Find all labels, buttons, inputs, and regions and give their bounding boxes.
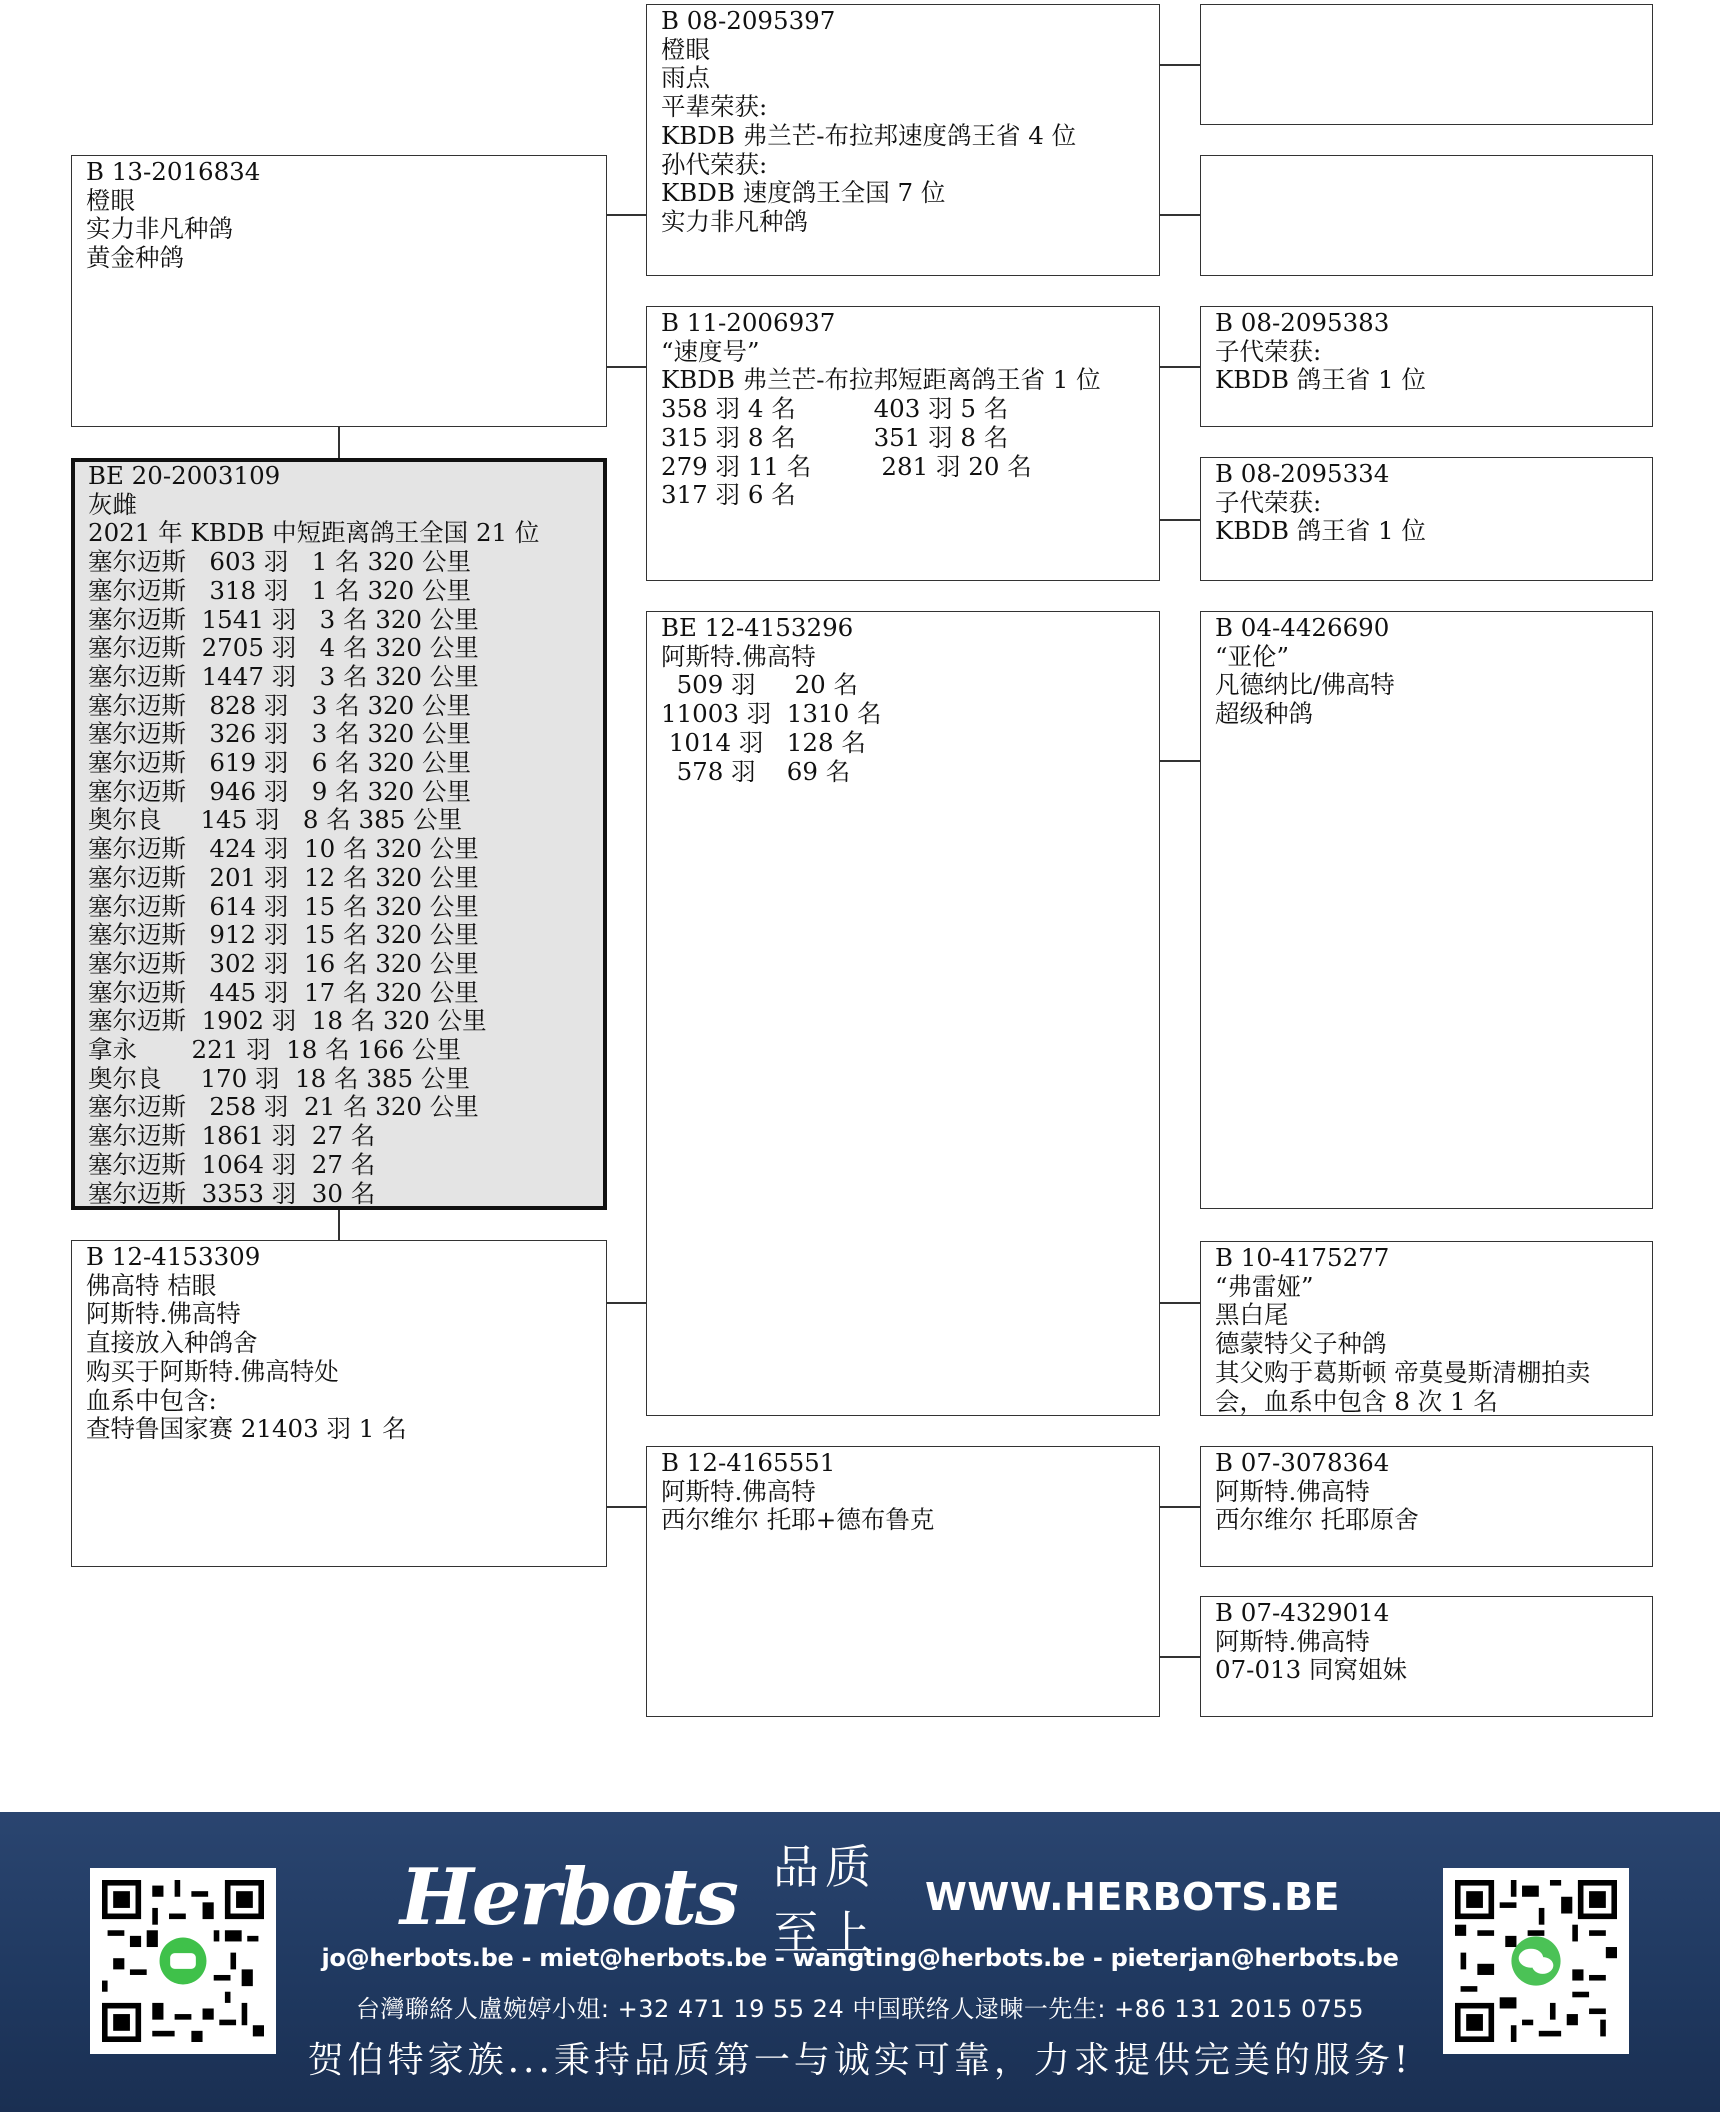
pedigree-text-line: 07-013 同窝姐妹 — [1215, 1655, 1408, 1685]
pedigree-text-line: 佛高特 桔眼 — [86, 1270, 217, 1300]
pedigree-text-line: 黄金种鸽 — [86, 243, 184, 273]
wechat-qr-code[interactable] — [1443, 1868, 1629, 2054]
pedigree-text-line: 血系中包含: — [86, 1385, 217, 1415]
pedigree-text-line: 凡德纳比/佛高特 — [1215, 670, 1395, 700]
pedigree-text-line: 平辈荣获: — [661, 92, 768, 122]
ddd-box — [1200, 1596, 1653, 1717]
dam-sire-box — [646, 611, 1160, 1416]
pedigree-text-line: 塞尔迈斯 318 羽 1 名 320 公里 — [88, 575, 471, 605]
ring-number: B 10-4175277 — [1215, 1243, 1390, 1272]
pedigree-text-line: 塞尔迈斯 828 羽 3 名 320 公里 — [88, 690, 471, 720]
qr-code-image — [1455, 1880, 1617, 2042]
pedigree-text-line: 塞尔迈斯 445 羽 17 名 320 公里 — [88, 977, 479, 1007]
pedigree-text-line: “亚伦” — [1215, 641, 1290, 671]
connector — [1160, 1656, 1200, 1658]
company-motto: 贺伯特家族...秉持品质第一与诚实可靠，力求提供完美的服务! — [307, 2040, 1413, 2081]
pedigree-text-line: 阿斯特.佛高特 — [86, 1299, 241, 1329]
pedigree-text-line: 实力非凡种鸽 — [661, 206, 808, 236]
pedigree-text-line: 塞尔迈斯 302 羽 16 名 320 公里 — [88, 948, 479, 978]
pedigree-text-line: 塞尔迈斯 946 羽 9 名 320 公里 — [88, 776, 471, 806]
ring-number: B 07-3078364 — [1215, 1448, 1390, 1477]
pedigree-text-line: 购买于阿斯特.佛高特处 — [86, 1356, 339, 1386]
pedigree-text-line: 阿斯特.佛高特 — [1215, 1626, 1370, 1656]
ssd-box — [1200, 155, 1653, 276]
pedigree-text-line: 灰雌 — [88, 489, 137, 519]
sss-box — [1200, 4, 1653, 125]
pedigree-text-line: 279 羽 11 名 281 羽 20 名 — [661, 451, 1032, 481]
line-qr-code[interactable] — [90, 1868, 276, 2054]
ring-number: B 08-2095383 — [1215, 308, 1390, 337]
dss-box — [1200, 611, 1653, 1209]
herbots-logo: Herbots — [400, 1851, 737, 1943]
contact-emails[interactable]: jo@herbots.be - miet@herbots.be - wangting@herbots.be - pieterjan@herbots.be — [321, 1944, 1399, 1972]
pedigree-text-line: KBDB 速度鸽王全国 7 位 — [661, 178, 946, 208]
pedigree-text-line: 509 羽 20 名 — [661, 670, 859, 700]
subject-box — [71, 458, 607, 1210]
pedigree-text-line: 奥尔良 170 羽 18 名 385 公里 — [88, 1063, 470, 1093]
qr-code-image — [102, 1880, 264, 2042]
pedigree-text-line: 西尔维尔 托耶+德布鲁克 — [661, 1505, 935, 1535]
pedigree-text-line: 塞尔迈斯 1541 羽 3 名 320 公里 — [88, 604, 479, 634]
pedigree-text-line: KBDB 弗兰芒-布拉邦短距离鸽王省 1 位 — [661, 365, 1101, 395]
pedigree-text-line: 塞尔迈斯 424 羽 10 名 320 公里 — [88, 834, 479, 864]
connector — [1160, 214, 1200, 216]
dsd-box — [1200, 1241, 1653, 1416]
pedigree-text-line: 孙代荣获: — [661, 149, 768, 179]
pedigree-text-line: 2021 年 KBDB 中短距离鸽王全国 21 位 — [88, 518, 540, 548]
ring-number: BE 20-2003109 — [88, 461, 281, 490]
pedigree-text-line: 塞尔迈斯 1447 羽 3 名 320 公里 — [88, 661, 479, 691]
pedigree-text-line: KBDB 鸽王省 1 位 — [1215, 365, 1426, 395]
connector — [1160, 1506, 1200, 1508]
pedigree-text-line: 塞尔迈斯 1902 羽 18 名 320 公里 — [88, 1006, 487, 1036]
connector — [1160, 760, 1200, 762]
pedigree-text-line: 315 羽 8 名 351 羽 8 名 — [661, 422, 1009, 452]
connector — [1160, 64, 1200, 66]
ring-number: B 08-2095334 — [1215, 459, 1390, 488]
pedigree-text-line: 阿斯特.佛高特 — [661, 1476, 816, 1506]
pedigree-text-line: 查特鲁国家赛 21403 羽 1 名 — [86, 1414, 407, 1444]
pedigree-text-line: 317 羽 6 名 — [661, 480, 796, 510]
dam-box — [71, 1240, 607, 1567]
connector — [607, 214, 646, 216]
pedigree-text-line: 578 羽 69 名 — [661, 756, 851, 786]
pedigree-text-line: 塞尔迈斯 614 羽 15 名 320 公里 — [88, 891, 479, 921]
ring-number: BE 12-4153296 — [661, 613, 854, 642]
pedigree-text-line: 11003 羽 1310 名 — [661, 699, 882, 729]
ring-number: B 11-2006937 — [661, 308, 836, 337]
connector — [338, 427, 340, 458]
pedigree-text-line: 黑白尾 — [1215, 1300, 1289, 1330]
ring-number: B 08-2095397 — [661, 6, 836, 35]
dam-dam-box — [646, 1446, 1160, 1717]
contact-phones: 台灣聯絡人盧婉婷小姐: +32 471 19 55 24 中国联络人逯暕一先生: +86 131 2015 0755 — [355, 1995, 1365, 2023]
pedigree-text-line: 拿永 221 羽 18 名 166 公里 — [88, 1035, 461, 1065]
pedigree-text-line: 橙眼 — [661, 34, 710, 64]
ring-number: B 12-4165551 — [661, 1448, 836, 1477]
connector — [607, 1506, 646, 1508]
connector — [1160, 1302, 1200, 1304]
ring-number: B 12-4153309 — [86, 1242, 261, 1271]
pedigree-text-line: 西尔维尔 托耶原舍 — [1215, 1505, 1419, 1535]
pedigree-text-line: 塞尔迈斯 326 羽 3 名 320 公里 — [88, 719, 471, 749]
pedigree-text-line: KBDB 鸽王省 1 位 — [1215, 516, 1426, 546]
pedigree-text-line: 子代荣获: — [1215, 487, 1322, 517]
ring-number: B 04-4426690 — [1215, 613, 1390, 642]
sdd-box — [1200, 457, 1653, 581]
pedigree-text-line: 358 羽 4 名 403 羽 5 名 — [661, 394, 1009, 424]
brand-slogan: 品质至上 — [772, 1840, 877, 1960]
dds-box — [1200, 1446, 1653, 1567]
pedigree-text-line: 雨点 — [661, 63, 710, 93]
pedigree-text-line: 奥尔良 145 羽 8 名 385 公里 — [88, 805, 463, 835]
pedigree-text-line: KBDB 弗兰芒-布拉邦速度鸽王省 4 位 — [661, 120, 1077, 150]
pedigree-text-line: 其父购于葛斯顿 帝莫曼斯清棚拍卖 — [1215, 1357, 1591, 1387]
pedigree-text-line: 实力非凡种鸽 — [86, 214, 233, 244]
connector — [607, 366, 646, 368]
brand-row — [400, 1840, 1340, 1960]
footer-banner — [0, 1812, 1720, 2112]
ring-number: B 13-2016834 — [86, 157, 261, 186]
pedigree-text-line: 直接放入种鸽舍 — [86, 1328, 258, 1358]
pedigree-text-line: 塞尔迈斯 1064 羽 27 名 — [88, 1149, 376, 1179]
pedigree-text-line: “速度号” — [661, 336, 760, 366]
pedigree-text-line: 塞尔迈斯 3353 羽 30 名 — [88, 1178, 376, 1208]
pedigree-text-line: 会，血系中包含 8 次 1 名 — [1215, 1386, 1498, 1416]
pedigree-text-line: 德蒙特父子种鸽 — [1215, 1329, 1387, 1359]
pedigree-text-line: 子代荣获: — [1215, 336, 1322, 366]
sds-box — [1200, 306, 1653, 427]
pedigree-text-line: 塞尔迈斯 603 羽 1 名 320 公里 — [88, 547, 471, 577]
pedigree-text-line: 塞尔迈斯 201 羽 12 名 320 公里 — [88, 862, 479, 892]
pedigree-text-line: 塞尔迈斯 2705 羽 4 名 320 公里 — [88, 633, 479, 663]
pedigree-text-line: 1014 羽 128 名 — [661, 727, 866, 757]
pedigree-text-line: 阿斯特.佛高特 — [1215, 1476, 1370, 1506]
pedigree-text-line: 阿斯特.佛高特 — [661, 641, 816, 671]
connector — [1160, 366, 1200, 368]
sire-sire-box — [646, 4, 1160, 276]
ring-number: B 07-4329014 — [1215, 1598, 1390, 1627]
pedigree-text-line: 塞尔迈斯 258 羽 21 名 320 公里 — [88, 1092, 479, 1122]
sire-dam-box — [646, 306, 1160, 581]
website-link[interactable]: WWW.HERBOTS.BE — [924, 1875, 1340, 1919]
sire-box — [71, 155, 607, 427]
pedigree-text-line: “弗雷娅” — [1215, 1271, 1314, 1301]
pedigree-text-line: 塞尔迈斯 1861 羽 27 名 — [88, 1121, 376, 1151]
pedigree-text-line: 超级种鸽 — [1215, 699, 1313, 729]
pedigree-text-line: 橙眼 — [86, 185, 135, 215]
connector — [607, 1302, 646, 1304]
pedigree-text-line: 塞尔迈斯 619 羽 6 名 320 公里 — [88, 748, 471, 778]
connector — [1160, 519, 1200, 521]
connector — [338, 1210, 340, 1240]
pedigree-text-line: 塞尔迈斯 912 羽 15 名 320 公里 — [88, 920, 479, 950]
